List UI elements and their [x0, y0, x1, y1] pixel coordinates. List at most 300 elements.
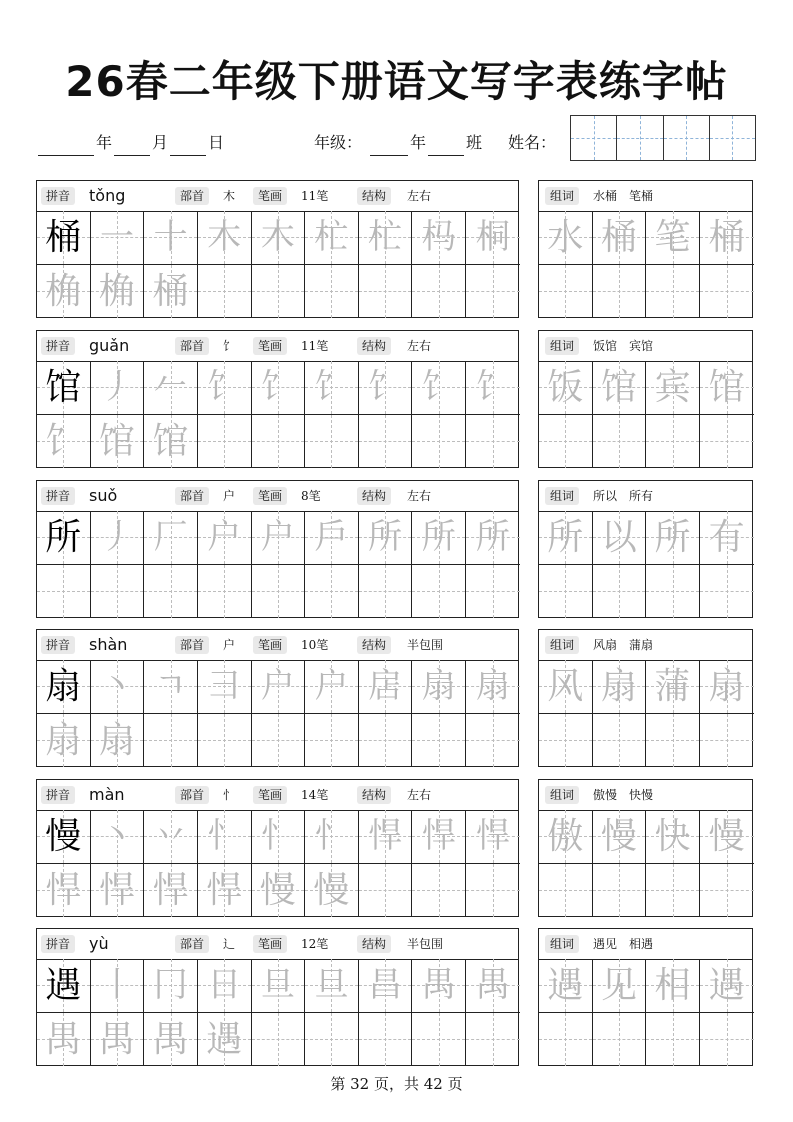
writing-cell[interactable] — [91, 810, 145, 864]
word-cell[interactable] — [646, 511, 700, 565]
writing-cell[interactable] — [305, 265, 359, 319]
writing-cell[interactable] — [466, 265, 520, 319]
writing-cell[interactable] — [144, 864, 198, 918]
practice-box — [36, 180, 519, 318]
writing-cell[interactable] — [37, 415, 91, 469]
name-grid[interactable] — [570, 115, 756, 161]
month-blank[interactable] — [114, 137, 150, 156]
practice-box — [36, 779, 519, 917]
pinyin-tag: 拼音 — [41, 337, 75, 355]
word-cell[interactable] — [700, 1013, 754, 1067]
words-value: 遇见 相遇 — [593, 937, 654, 951]
writing-cell[interactable] — [144, 565, 198, 619]
word-cell[interactable] — [700, 211, 754, 265]
word-cell[interactable] — [646, 565, 700, 619]
word-cell[interactable] — [593, 361, 647, 415]
writing-cell[interactable] — [37, 511, 91, 565]
tracing-character: 慢 — [259, 869, 296, 911]
writing-cell[interactable] — [252, 565, 306, 619]
stroke-order-step: 旦 — [314, 965, 349, 1005]
stroke-order-step: 饣 — [421, 367, 456, 407]
model-character: 扇 — [45, 666, 82, 707]
word-cell[interactable] — [539, 864, 593, 918]
writing-cell[interactable] — [144, 361, 198, 415]
writing-cell[interactable] — [37, 864, 91, 918]
char-info-header — [37, 630, 518, 661]
word-grid — [539, 511, 752, 617]
writing-cell[interactable] — [359, 511, 413, 565]
page-footer: 第 32 页，共 42 页 — [330, 1075, 463, 1093]
stroke-order-step: 扂 — [368, 666, 403, 706]
grade-label: 年级： — [314, 133, 363, 152]
radical-tag: 部首 — [175, 935, 209, 953]
strokes-value: 12笔 — [301, 937, 329, 951]
word-character: 有 — [708, 517, 745, 558]
word-character: 所 — [654, 517, 691, 558]
words-value: 饭馆 宾馆 — [593, 339, 654, 353]
writing-cell[interactable] — [359, 211, 413, 265]
strokes-tag: 笔画 — [253, 187, 287, 205]
stroke-order-step: 饣 — [207, 367, 242, 407]
writing-cell[interactable] — [144, 265, 198, 319]
writing-cell[interactable] — [252, 361, 306, 415]
name-cell[interactable] — [571, 116, 617, 160]
stroke-order-step: ㄱ — [154, 666, 187, 706]
stroke-order-step: 丿 — [99, 367, 134, 407]
word-character: 快 — [654, 816, 691, 857]
practice-box — [36, 480, 519, 618]
stroke-order-step: 悍 — [368, 816, 403, 856]
word-character: 水 — [547, 217, 584, 258]
year-label: 年 — [96, 133, 113, 152]
word-cell[interactable] — [593, 810, 647, 864]
tracing-character: 悍 — [98, 869, 135, 911]
words-value: 傲慢 快慢 — [593, 788, 654, 802]
writing-cell[interactable] — [252, 714, 306, 768]
stroke-order-step: 冂 — [153, 965, 188, 1005]
writing-cell[interactable] — [198, 565, 252, 619]
writing-cell[interactable] — [252, 959, 306, 1013]
structure-value: 半包围 — [407, 937, 444, 951]
writing-cell[interactable] — [37, 361, 91, 415]
word-cell[interactable] — [539, 565, 593, 619]
stroke-order-step: 日 — [207, 965, 242, 1005]
writing-grid — [37, 511, 518, 617]
writing-cell[interactable] — [305, 810, 359, 864]
word-character: 蒲 — [654, 666, 691, 707]
writing-cell[interactable] — [144, 959, 198, 1013]
writing-cell[interactable] — [198, 660, 252, 714]
stroke-order-step: 扇 — [421, 666, 456, 706]
writing-cell[interactable] — [198, 511, 252, 565]
writing-cell[interactable] — [37, 265, 91, 319]
word-character: 宾 — [654, 367, 691, 408]
writing-cell[interactable] — [305, 1013, 359, 1067]
tracing-character: 慢 — [313, 869, 350, 911]
pinyin-value: shàn — [89, 635, 128, 654]
word-cell[interactable] — [593, 714, 647, 768]
word-cell[interactable] — [700, 810, 754, 864]
word-cell[interactable] — [593, 211, 647, 265]
word-grid — [539, 211, 752, 317]
structure-tag: 结构 — [357, 636, 391, 654]
grade-blank[interactable] — [370, 137, 408, 156]
writing-cell[interactable] — [37, 714, 91, 768]
writing-cell[interactable] — [466, 565, 520, 619]
structure-value: 左右 — [407, 489, 432, 503]
structure-tag: 结构 — [357, 337, 391, 355]
writing-cell[interactable] — [91, 511, 145, 565]
writing-cell[interactable] — [37, 1013, 91, 1067]
pinyin-value: màn — [89, 785, 125, 804]
writing-cell[interactable] — [412, 565, 466, 619]
writing-cell[interactable] — [252, 511, 306, 565]
pinyin-value: yù — [89, 934, 109, 953]
words-box — [538, 180, 753, 318]
writing-cell[interactable] — [305, 565, 359, 619]
name-cell[interactable] — [710, 116, 755, 160]
writing-cell[interactable] — [466, 959, 520, 1013]
stroke-order-step: 户 — [207, 517, 242, 557]
writing-cell[interactable] — [91, 565, 145, 619]
writing-cell[interactable] — [305, 660, 359, 714]
stroke-order-step: 丶 — [99, 666, 134, 706]
word-cell[interactable] — [539, 265, 593, 319]
writing-cell[interactable] — [466, 660, 520, 714]
word-cell[interactable] — [700, 361, 754, 415]
writing-cell[interactable] — [305, 511, 359, 565]
stroke-order-step: 户 — [260, 517, 295, 557]
word-cell[interactable] — [700, 265, 754, 319]
writing-cell[interactable] — [359, 361, 413, 415]
words-tag: 组词 — [545, 187, 579, 205]
writing-cell[interactable] — [144, 714, 198, 768]
structure-tag: 结构 — [357, 487, 391, 505]
writing-cell[interactable] — [412, 265, 466, 319]
words-header — [539, 331, 752, 362]
word-cell[interactable] — [646, 415, 700, 469]
words-header — [539, 780, 752, 811]
radical-tag: 部首 — [175, 187, 209, 205]
word-cell[interactable] — [593, 660, 647, 714]
writing-cell[interactable] — [144, 660, 198, 714]
writing-cell[interactable] — [305, 714, 359, 768]
name-label: 姓名： — [508, 133, 557, 152]
char-info-header — [37, 481, 518, 512]
pinyin-tag: 拼音 — [41, 187, 75, 205]
writing-cell[interactable] — [359, 1013, 413, 1067]
name-cell[interactable] — [664, 116, 710, 160]
word-cell[interactable] — [539, 415, 593, 469]
word-cell[interactable] — [539, 1013, 593, 1067]
writing-cell[interactable] — [466, 864, 520, 918]
class-blank[interactable] — [428, 137, 464, 156]
writing-grid — [37, 660, 518, 766]
writing-cell[interactable] — [412, 211, 466, 265]
stroke-order-step: 木 — [260, 217, 295, 257]
word-cell[interactable] — [700, 959, 754, 1013]
char-section — [36, 928, 753, 1066]
writing-cell[interactable] — [305, 864, 359, 918]
writing-cell[interactable] — [412, 714, 466, 768]
word-character: 桶 — [708, 217, 745, 258]
writing-cell[interactable] — [198, 1013, 252, 1067]
word-cell[interactable] — [646, 959, 700, 1013]
writing-cell[interactable] — [91, 211, 145, 265]
writing-cell[interactable] — [198, 810, 252, 864]
writing-cell[interactable] — [466, 1013, 520, 1067]
word-cell[interactable] — [593, 565, 647, 619]
writing-cell[interactable] — [91, 660, 145, 714]
word-cell[interactable] — [539, 810, 593, 864]
model-character: 遇 — [45, 965, 82, 1006]
writing-cell[interactable] — [359, 265, 413, 319]
words-tag: 组词 — [545, 337, 579, 355]
writing-cell[interactable] — [198, 265, 252, 319]
tracing-character: 桷 — [98, 270, 135, 312]
writing-cell[interactable] — [144, 415, 198, 469]
words-value: 风扇 蒲扇 — [593, 638, 654, 652]
writing-cell[interactable] — [37, 211, 91, 265]
word-character: 馆 — [600, 367, 637, 408]
stroke-order-step: 忄 — [207, 816, 242, 856]
word-cell[interactable] — [593, 265, 647, 319]
writing-cell[interactable] — [91, 1013, 145, 1067]
writing-cell[interactable] — [252, 810, 306, 864]
writing-cell[interactable] — [37, 959, 91, 1013]
day-blank[interactable] — [170, 137, 206, 156]
writing-cell[interactable] — [144, 810, 198, 864]
writing-cell[interactable] — [198, 714, 252, 768]
word-character: 馆 — [708, 367, 745, 408]
stroke-order-step: 彐 — [207, 666, 242, 706]
tracing-character: 扇 — [45, 719, 82, 761]
writing-cell[interactable] — [91, 864, 145, 918]
words-header — [539, 481, 752, 512]
word-character: 扇 — [708, 666, 745, 707]
writing-grid — [37, 959, 518, 1065]
radical-value: 木 — [223, 189, 236, 203]
writing-cell[interactable] — [144, 1013, 198, 1067]
writing-cell[interactable] — [198, 959, 252, 1013]
words-header — [539, 181, 752, 212]
writing-cell[interactable] — [412, 361, 466, 415]
stroke-order-step: 杧 — [314, 217, 349, 257]
writing-cell[interactable] — [91, 714, 145, 768]
writing-cell[interactable] — [37, 565, 91, 619]
char-section — [36, 330, 753, 468]
writing-cell[interactable] — [91, 415, 145, 469]
word-grid — [539, 361, 752, 467]
words-value: 所以 所有 — [593, 489, 654, 503]
word-cell[interactable] — [700, 864, 754, 918]
writing-cell[interactable] — [466, 714, 520, 768]
words-tag: 组词 — [545, 636, 579, 654]
word-cell[interactable] — [700, 660, 754, 714]
radical-tag: 部首 — [175, 636, 209, 654]
pinyin-value: tǒng — [89, 186, 126, 205]
strokes-tag: 笔画 — [253, 786, 287, 804]
writing-cell[interactable] — [359, 415, 413, 469]
radical-value: 忄 — [223, 788, 236, 802]
strokes-tag: 笔画 — [253, 487, 287, 505]
tracing-character: 悍 — [152, 869, 189, 911]
word-cell[interactable] — [593, 959, 647, 1013]
writing-cell[interactable] — [198, 211, 252, 265]
writing-cell[interactable] — [305, 361, 359, 415]
char-section — [36, 480, 753, 618]
tracing-character: 禺 — [152, 1018, 189, 1060]
word-cell[interactable] — [593, 864, 647, 918]
word-cell[interactable] — [700, 511, 754, 565]
word-cell[interactable] — [646, 211, 700, 265]
model-character: 慢 — [45, 816, 82, 857]
word-cell[interactable] — [539, 361, 593, 415]
writing-cell[interactable] — [252, 415, 306, 469]
strokes-tag: 笔画 — [253, 636, 287, 654]
tracing-character: 悍 — [45, 869, 82, 911]
structure-value: 半包围 — [407, 638, 444, 652]
stroke-order-step: 所 — [421, 517, 456, 557]
writing-cell[interactable] — [252, 864, 306, 918]
model-character: 所 — [45, 517, 82, 558]
word-cell[interactable] — [700, 415, 754, 469]
writing-cell[interactable] — [198, 361, 252, 415]
pinyin-value: guǎn — [89, 336, 130, 355]
writing-cell[interactable] — [359, 660, 413, 714]
writing-cell[interactable] — [412, 511, 466, 565]
word-cell[interactable] — [539, 211, 593, 265]
word-character: 风 — [547, 666, 584, 707]
writing-cell[interactable] — [37, 660, 91, 714]
word-cell[interactable] — [593, 511, 647, 565]
word-cell[interactable] — [593, 415, 647, 469]
practice-box — [36, 928, 519, 1066]
word-cell[interactable] — [646, 1013, 700, 1067]
char-info-header — [37, 929, 518, 960]
word-character: 所 — [547, 517, 584, 558]
writing-cell[interactable] — [466, 211, 520, 265]
word-cell[interactable] — [593, 1013, 647, 1067]
writing-cell[interactable] — [412, 660, 466, 714]
words-box — [538, 629, 753, 767]
word-cell[interactable] — [700, 565, 754, 619]
year-blank[interactable] — [38, 137, 94, 156]
word-cell[interactable] — [646, 714, 700, 768]
radical-tag: 部首 — [175, 786, 209, 804]
writing-cell[interactable] — [466, 415, 520, 469]
word-cell[interactable] — [700, 714, 754, 768]
pinyin-tag: 拼音 — [41, 786, 75, 804]
stroke-order-step: 忄 — [260, 816, 295, 856]
words-header — [539, 630, 752, 661]
writing-cell[interactable] — [359, 864, 413, 918]
writing-cell[interactable] — [466, 361, 520, 415]
word-cell[interactable] — [539, 660, 593, 714]
tracing-character: 馆 — [98, 420, 135, 462]
writing-cell[interactable] — [305, 415, 359, 469]
writing-cell[interactable] — [91, 959, 145, 1013]
char-info-header — [37, 331, 518, 362]
word-cell[interactable] — [646, 361, 700, 415]
writing-cell[interactable] — [91, 265, 145, 319]
writing-cell[interactable] — [412, 1013, 466, 1067]
tracing-character: 扇 — [98, 719, 135, 761]
writing-cell[interactable] — [359, 810, 413, 864]
word-character: 扇 — [600, 666, 637, 707]
writing-cell[interactable] — [466, 511, 520, 565]
writing-cell[interactable] — [91, 361, 145, 415]
writing-cell[interactable] — [305, 211, 359, 265]
word-cell[interactable] — [646, 864, 700, 918]
writing-cell[interactable] — [359, 714, 413, 768]
writing-cell[interactable] — [37, 810, 91, 864]
char-section — [36, 779, 753, 917]
writing-cell[interactable] — [412, 959, 466, 1013]
word-cell[interactable] — [539, 511, 593, 565]
char-info-header — [37, 780, 518, 811]
writing-cell[interactable] — [198, 864, 252, 918]
model-character: 桶 — [45, 217, 82, 258]
writing-cell[interactable] — [412, 810, 466, 864]
tracing-character: 禺 — [45, 1018, 82, 1060]
tracing-character: 遇 — [206, 1018, 243, 1060]
writing-cell[interactable] — [252, 265, 306, 319]
stroke-order-step: 丨 — [99, 965, 134, 1005]
word-cell[interactable] — [646, 265, 700, 319]
writing-cell[interactable] — [359, 565, 413, 619]
tracing-character: 桶 — [152, 270, 189, 312]
writing-cell[interactable] — [412, 415, 466, 469]
writing-cell[interactable] — [359, 959, 413, 1013]
stroke-order-step: 所 — [475, 517, 510, 557]
class-label: 班 — [466, 133, 483, 152]
stroke-order-step: 丶 — [99, 816, 134, 856]
writing-cell[interactable] — [198, 415, 252, 469]
word-character: 慢 — [600, 816, 637, 857]
writing-cell[interactable] — [305, 959, 359, 1013]
writing-cell[interactable] — [412, 864, 466, 918]
words-tag: 组词 — [545, 786, 579, 804]
structure-value: 左右 — [407, 788, 432, 802]
writing-cell[interactable] — [466, 810, 520, 864]
stroke-order-step: 饣 — [368, 367, 403, 407]
name-cell[interactable] — [617, 116, 663, 160]
stroke-order-step: 悍 — [421, 816, 456, 856]
writing-cell[interactable] — [252, 660, 306, 714]
stroke-order-step: 饣 — [475, 367, 510, 407]
stroke-order-step: 十 — [153, 217, 188, 257]
strokes-tag: 笔画 — [253, 337, 287, 355]
stroke-order-step: 𠂉 — [153, 367, 188, 407]
stroke-order-step: 悍 — [475, 816, 510, 856]
word-cell[interactable] — [646, 660, 700, 714]
word-cell[interactable] — [539, 714, 593, 768]
writing-cell[interactable] — [252, 211, 306, 265]
tracing-character: 饣 — [45, 420, 82, 462]
word-cell[interactable] — [539, 959, 593, 1013]
stroke-order-step: 户 — [314, 666, 349, 706]
practice-box — [36, 629, 519, 767]
writing-cell[interactable] — [144, 211, 198, 265]
char-section — [36, 180, 753, 318]
writing-cell[interactable] — [144, 511, 198, 565]
word-cell[interactable] — [646, 810, 700, 864]
writing-cell[interactable] — [252, 1013, 306, 1067]
strokes-value: 10笔 — [301, 638, 329, 652]
strokes-value: 11笔 — [301, 339, 329, 353]
tracing-character: 悍 — [206, 869, 243, 911]
